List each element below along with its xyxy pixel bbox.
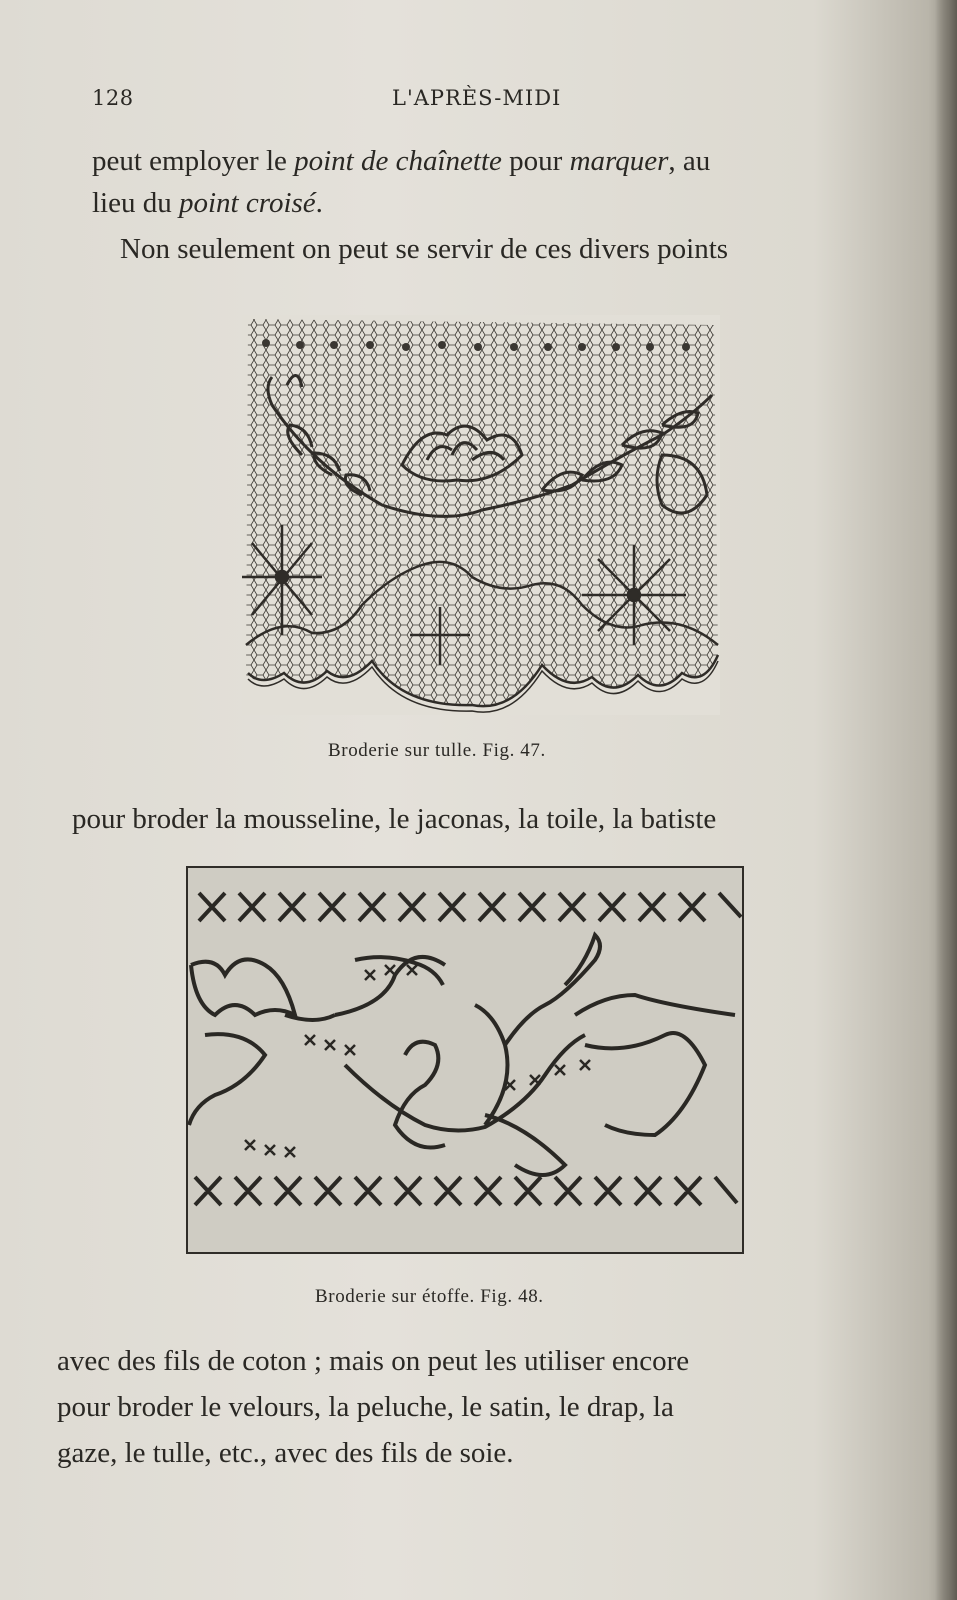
text-line: lieu du point croisé. — [92, 187, 323, 219]
figure-embroidery-fabric — [185, 865, 745, 1255]
text-line: pour broder le velours, la peluche, le satin, le drap, la — [57, 1391, 674, 1423]
text-line: Non seulement on peut se servir de ces divers points — [120, 233, 729, 265]
italic-term: point de chaînette — [294, 145, 502, 177]
text-line: peut employer le point de chaînette pour marquer, au — [92, 145, 711, 177]
page-header — [92, 86, 882, 116]
italic-term: marquer — [569, 145, 669, 177]
figure-caption: Broderie sur étoffe. Fig. 48. — [315, 1286, 544, 1307]
figure-embroidery-tulle — [242, 315, 720, 715]
text-line: avec des fils de coton ; mais on peut les utiliser encore — [57, 1345, 690, 1377]
italic-term: point croisé — [179, 187, 316, 219]
page-gutter-shadow — [935, 0, 957, 1600]
running-title: L'APRÈS-MIDI — [392, 86, 562, 110]
text-line: gaze, le tulle, etc., avec des fils de soie. — [57, 1437, 514, 1469]
text-line: pour broder la mousseline, le jaconas, la toile, la batiste — [72, 803, 717, 835]
page-number: 128 — [92, 86, 134, 110]
figure-caption: Broderie sur tulle. Fig. 47. — [328, 740, 546, 761]
